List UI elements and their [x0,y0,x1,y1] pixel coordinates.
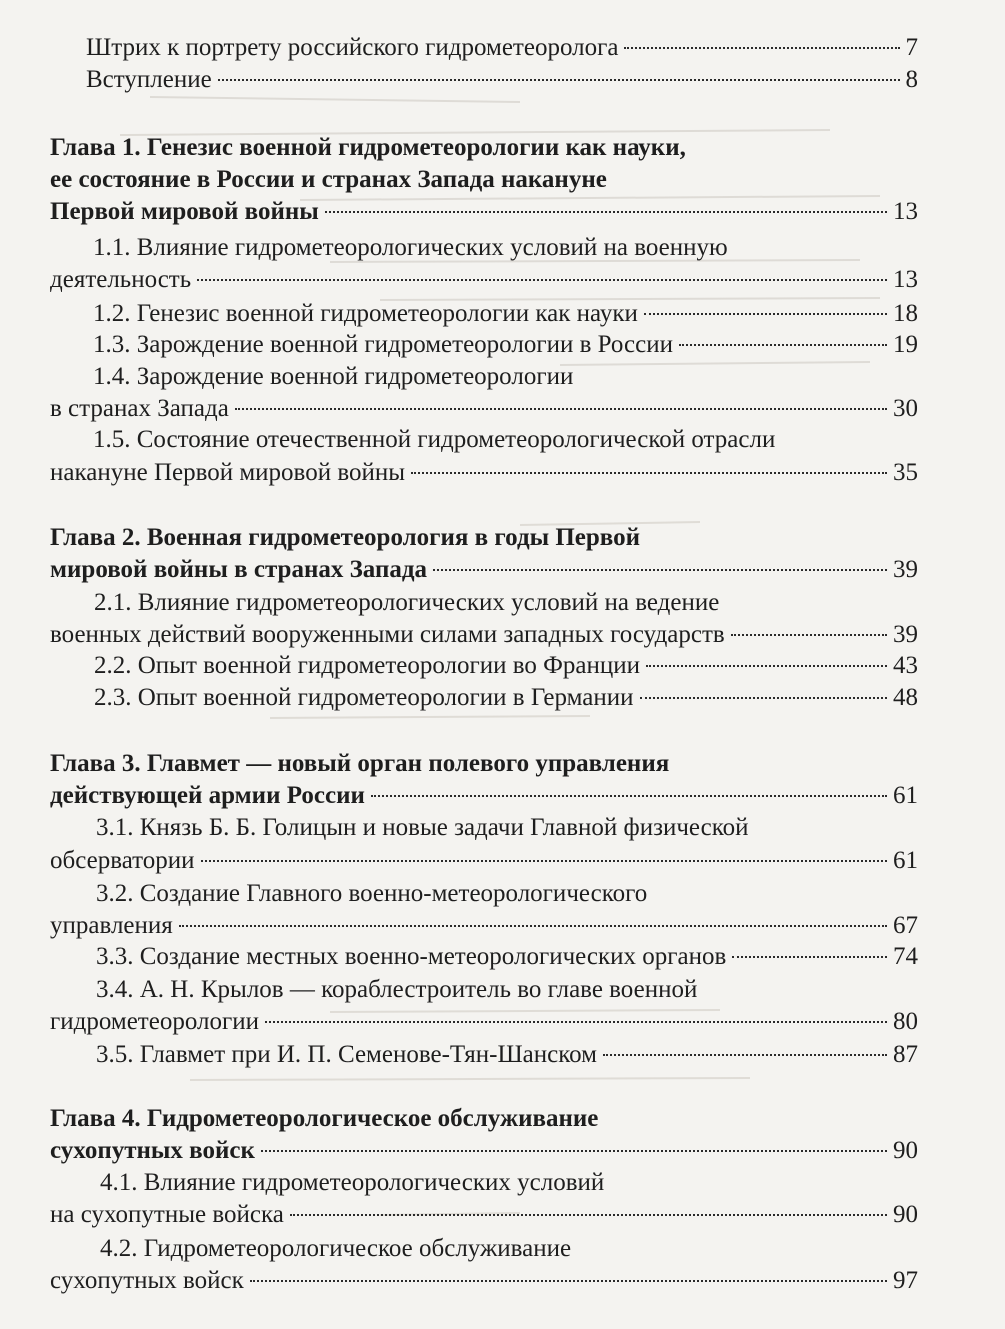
section-heading-line: 4.2. Гидрометеорологическое обслуживание [100,1235,572,1262]
section-heading-line: 3.2. Создание Главного военно-метеорологического [96,880,648,907]
page-number: 30 [893,395,918,422]
entry-title: сухопутных войск [50,1137,255,1164]
entry-title: 3.3. Создание местных военно-метеорологических органов [96,943,727,970]
chapter-entry[interactable] [50,1136,918,1166]
page-number: 39 [893,556,918,583]
dot-leader [679,344,887,346]
dot-leader [201,860,888,862]
dot-leader [235,408,887,410]
section-entry[interactable] [94,683,918,713]
toc-entry-front[interactable] [86,65,918,95]
chapter-entry[interactable] [50,555,918,585]
section-heading-line: 1.1. Влияние гидрометеорологических условий на военную [93,234,728,261]
entry-title: 1.2. Генезис военной гидрометеорологии как науки [93,300,638,327]
dot-leader [624,47,899,49]
section-entry[interactable] [96,942,918,972]
section-entry[interactable] [50,1200,918,1230]
section-entry[interactable] [93,330,918,360]
section-entry[interactable] [50,846,918,876]
entry-title: действующей армии России [50,782,365,809]
section-heading-line: 3.1. Князь Б. Б. Голицын и новые задачи Главной физической [96,814,749,841]
section-entry[interactable] [96,1040,918,1070]
dot-leader [197,279,887,281]
page-number: 7 [905,34,918,61]
entry-title: 3.5. Главмет при И. П. Семенове-Тян-Шанском [96,1041,597,1068]
entry-title: накануне Первой мировой войны [50,459,406,486]
page-number: 61 [893,847,918,874]
section-entry[interactable] [50,911,918,941]
chapter-heading-line: Глава 4. Гидрометеорологическое обслуживание [50,1105,599,1132]
chapter-heading-line: Глава 2. Военная гидрометеорология в годы Первой [50,524,641,551]
dot-leader [179,925,887,927]
section-entry[interactable] [94,651,918,681]
section-heading-line: 1.5. Состояние отечественной гидрометеорологической отрасли [93,426,776,453]
page-number: 13 [893,266,918,293]
dot-leader [603,1054,887,1056]
section-entry[interactable] [50,620,918,650]
dot-leader [644,313,887,315]
entry-title: Вступление [86,66,212,93]
chapter-heading-line: Глава 1. Генезис военной гидрометеорологии как науки, [50,134,686,161]
entry-title: 2.2. Опыт военной гидрометеорологии во Франции [94,652,641,679]
page-number: 18 [893,300,918,327]
section-heading-line: 2.1. Влияние гидрометеорологических условий на ведение [94,589,720,616]
dot-leader [261,1150,887,1152]
section-heading-line: 1.4. Зарождение военной гидрометеорологии [93,363,574,390]
entry-title: управления [50,912,173,939]
page-number: 80 [893,1008,918,1035]
page-number: 67 [893,912,918,939]
dot-leader [371,795,887,797]
entry-title: в странах Запада [50,395,229,422]
chapter-entry[interactable] [50,781,918,811]
dot-leader [218,79,900,81]
entry-title: деятельность [50,266,192,293]
page-number: 43 [893,652,918,679]
chapter-heading-line: ее состояние в России и странах Запада накануне [50,166,607,193]
section-entry[interactable] [50,458,918,488]
page-number: 35 [893,459,918,486]
entry-title: военных действий вооруженными силами западных государств [50,621,725,648]
page-number: 74 [893,943,918,970]
entry-title: на сухопутные войска [50,1201,284,1228]
toc-entry-front[interactable] [86,33,918,63]
dot-leader [265,1021,887,1023]
dot-leader [640,697,887,699]
chapter-heading-line: Глава 3. Главмет — новый орган полевого управления [50,750,670,777]
entry-title: 1.3. Зарождение военной гидрометеорологии в России [93,331,673,358]
page-number: 90 [893,1137,918,1164]
section-entry[interactable] [50,1266,918,1296]
dot-leader [433,569,887,571]
page-number: 90 [893,1201,918,1228]
section-heading-line: 4.1. Влияние гидрометеорологических условий [100,1169,605,1196]
section-entry[interactable] [50,1007,918,1037]
page-number: 97 [893,1267,918,1294]
page-number: 48 [893,684,918,711]
chapter-entry[interactable] [50,197,918,227]
dot-leader [250,1280,887,1282]
entry-title: Первой мировой войны [50,198,319,225]
dot-leader [411,472,887,474]
page-number: 61 [893,782,918,809]
entry-title: обсерватории [50,847,195,874]
dot-leader [731,634,887,636]
entry-title: сухопутных войск [50,1267,244,1294]
section-entry[interactable] [50,394,918,424]
section-entry[interactable] [50,265,918,295]
section-heading-line: 3.4. А. Н. Крылов — кораблестроитель во главе военной [96,976,698,1003]
page-number: 87 [893,1041,918,1068]
dot-leader [732,956,887,958]
page-number: 13 [893,198,918,225]
dot-leader [646,665,887,667]
page-number: 8 [905,66,918,93]
page-number: 39 [893,621,918,648]
entry-title: Штрих к портрету российского гидрометеоролога [86,34,619,61]
entry-title: мировой войны в странах Запада [50,556,428,583]
entry-title: гидрометеорологии [50,1008,259,1035]
dot-leader [290,1214,887,1216]
dot-leader [325,211,887,213]
entry-title: 2.3. Опыт военной гидрометеорологии в Германии [94,684,634,711]
section-entry[interactable] [93,299,918,329]
page-number: 19 [893,331,918,358]
